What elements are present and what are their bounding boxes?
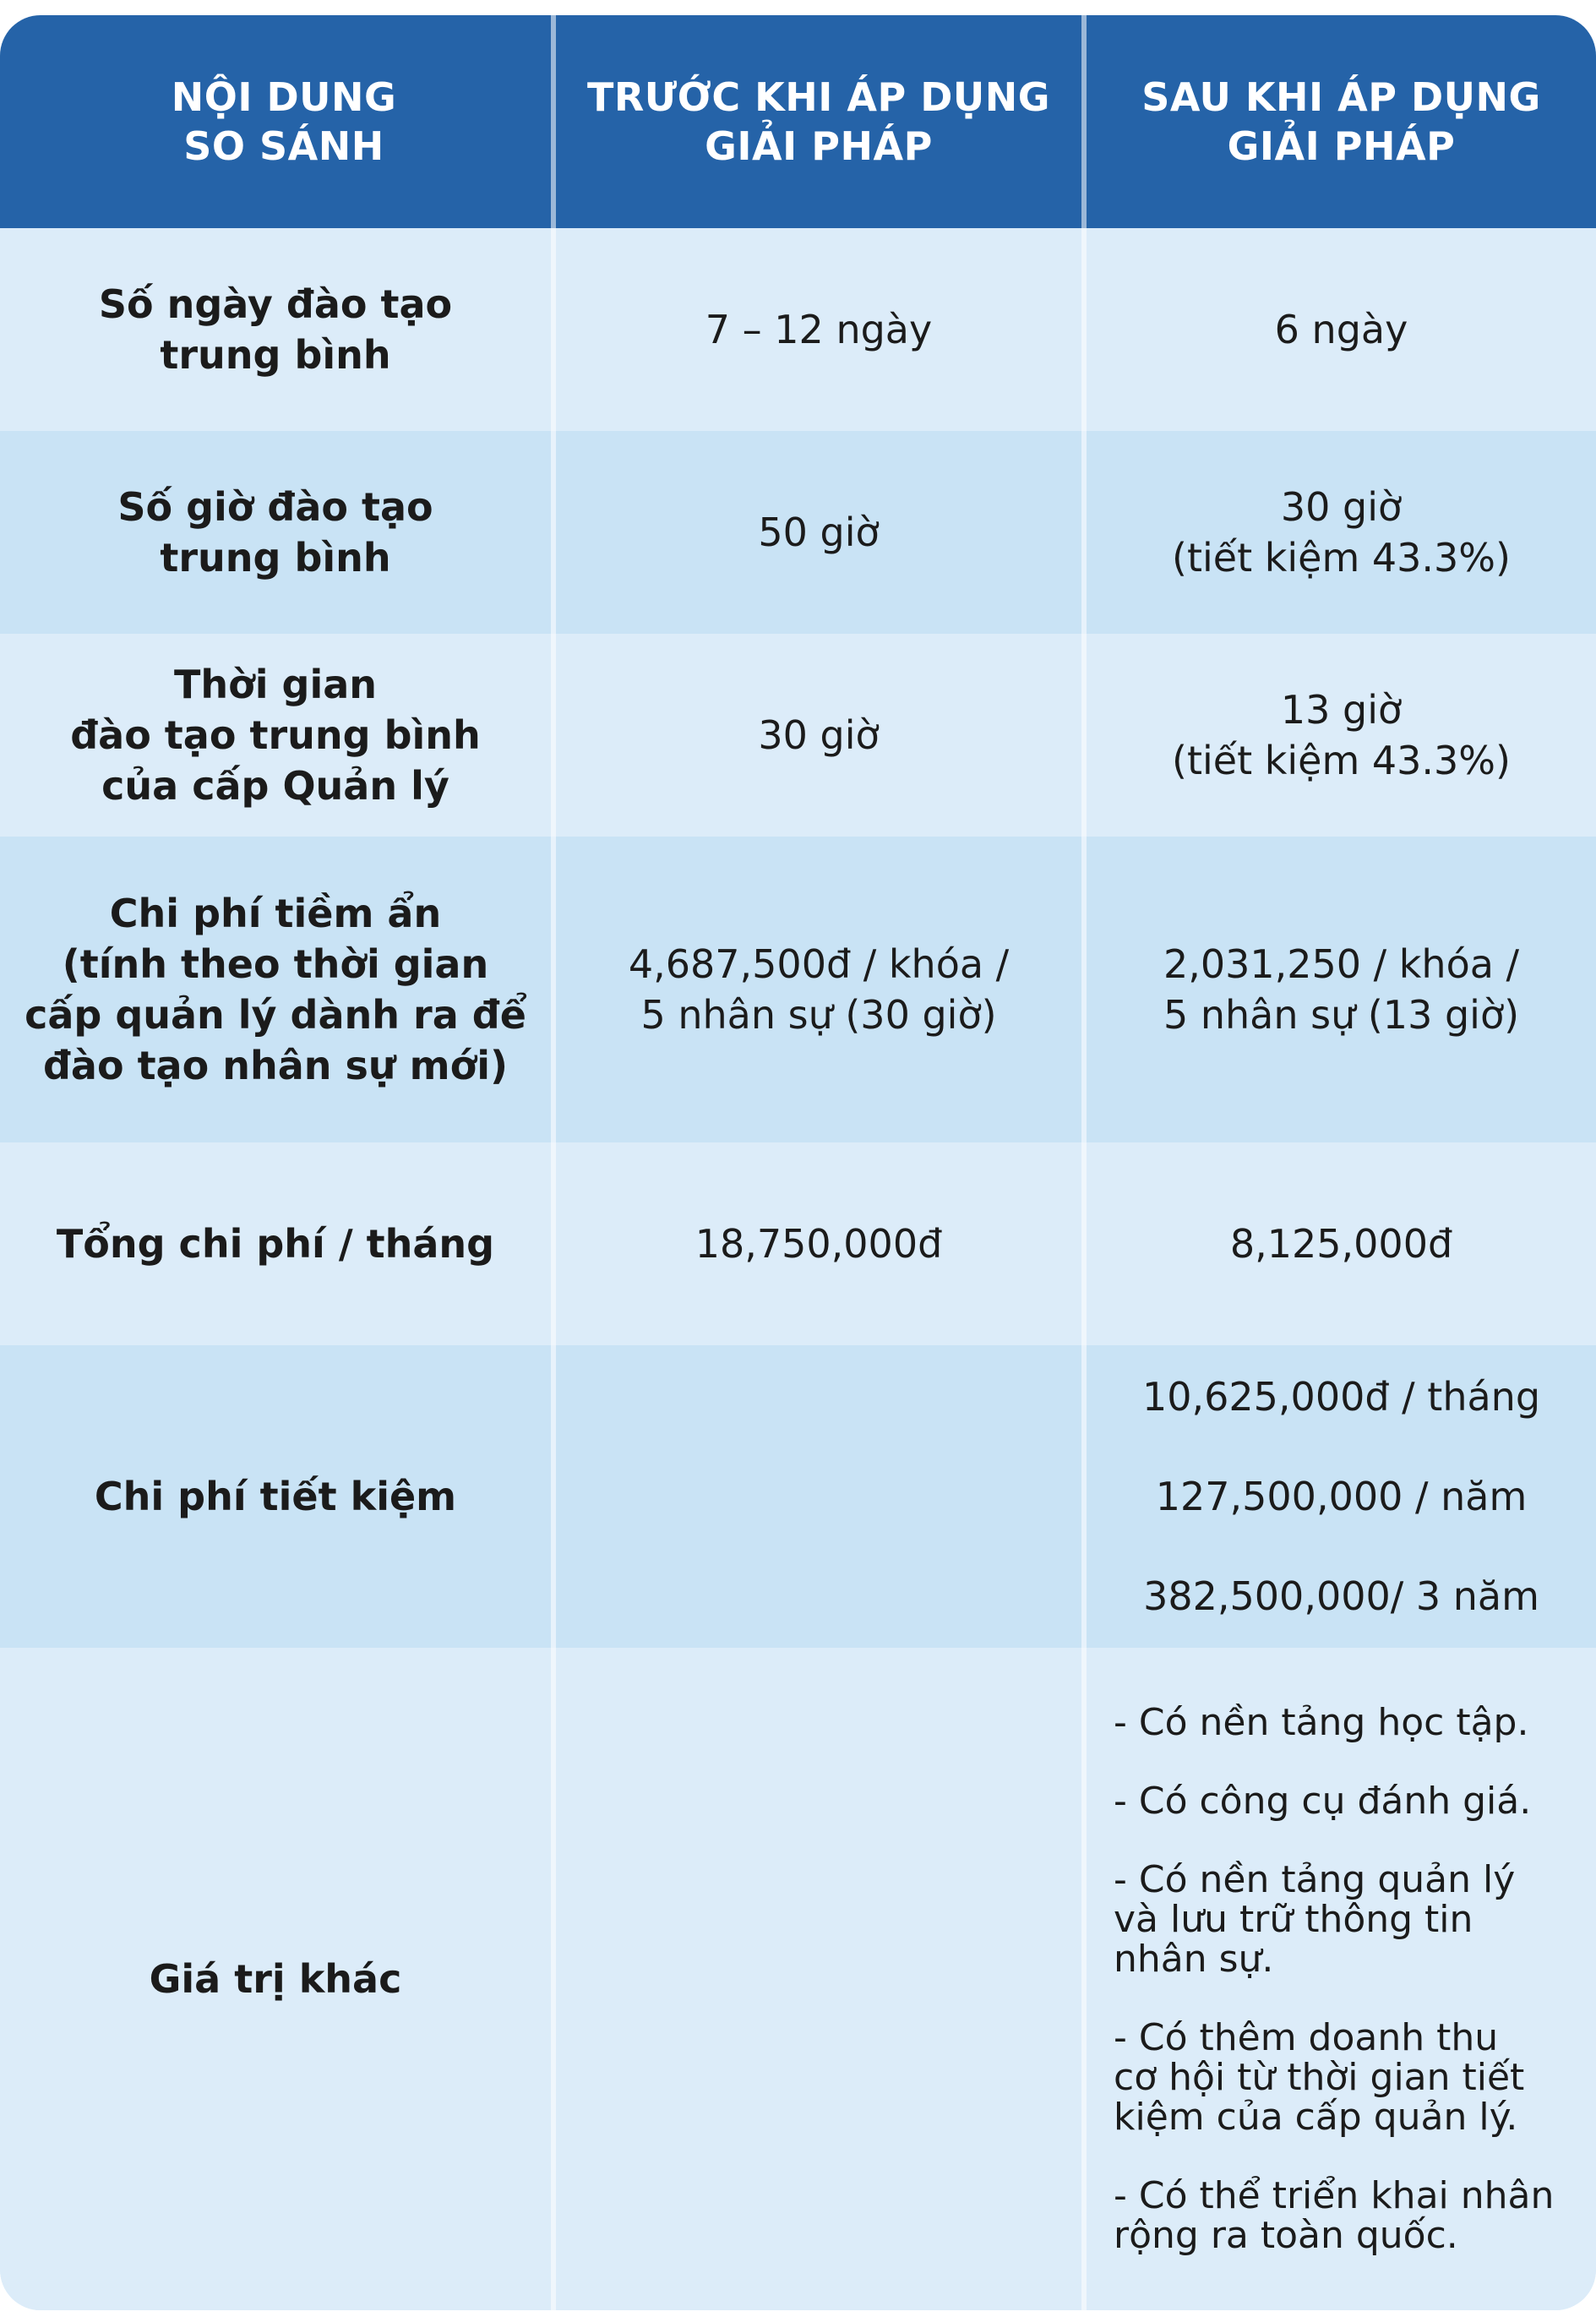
row-label-line: trung bình bbox=[160, 332, 391, 378]
row-label bbox=[0, 837, 551, 1142]
header-col-content bbox=[0, 15, 568, 228]
row-label-line: của cấp Quản lý bbox=[101, 763, 449, 809]
before-value bbox=[556, 634, 1081, 837]
list-item-line: - Có thêm doanh thu bbox=[1114, 2016, 1499, 2059]
header-col-after-line: GIẢI PHÁP bbox=[1227, 123, 1456, 169]
after-value-line: 30 giờ bbox=[1280, 484, 1403, 530]
row-label-line: trung bình bbox=[160, 535, 391, 581]
header-col-before-line: TRƯỚC KHI ÁP DỤNG bbox=[586, 74, 1051, 120]
header-col-content-line: SO SÁNH bbox=[183, 123, 384, 169]
table-row bbox=[0, 1345, 1596, 1648]
row-label bbox=[0, 634, 551, 837]
row-label-line: Tổng chi phí / tháng bbox=[56, 1221, 495, 1267]
before-value bbox=[556, 837, 1081, 1142]
before-value bbox=[556, 1142, 1081, 1345]
row-label bbox=[0, 1648, 551, 2310]
header-col-content-line: NỘI DUNG bbox=[171, 74, 397, 120]
row-label-line: đào tạo nhân sự mới) bbox=[42, 1043, 508, 1088]
table-row bbox=[0, 1648, 1596, 2310]
list-item bbox=[1114, 1781, 1531, 1821]
after-value-line: 13 giờ bbox=[1280, 687, 1403, 733]
row-label-line: Số ngày đào tạo bbox=[98, 281, 453, 327]
before-value bbox=[556, 1648, 1081, 2310]
list-item-line: và lưu trữ thông tin bbox=[1114, 1898, 1473, 1941]
after-value bbox=[1087, 1142, 1596, 1345]
after-value bbox=[1087, 634, 1596, 837]
after-value bbox=[1087, 1345, 1596, 1648]
row-label bbox=[0, 1345, 551, 1648]
before-value-line: 30 giờ bbox=[758, 712, 880, 758]
after-value-line: 5 nhân sự (13 giờ) bbox=[1163, 992, 1520, 1038]
before-value bbox=[556, 1345, 1081, 1648]
header-col-before bbox=[556, 15, 1081, 228]
before-value bbox=[556, 228, 1081, 431]
table-row bbox=[0, 634, 1596, 837]
row-label bbox=[0, 1142, 551, 1345]
row-label-line: cấp quản lý dành ra để bbox=[25, 992, 526, 1038]
after-value-line: (tiết kiệm 43.3%) bbox=[1172, 738, 1511, 783]
list-item-line: kiệm của cấp quản lý. bbox=[1114, 2096, 1518, 2139]
list-item bbox=[1114, 2176, 1554, 2255]
list-item-line: - Có thể triển khai nhân bbox=[1114, 2174, 1555, 2217]
row-label bbox=[0, 228, 551, 431]
table-row bbox=[0, 1142, 1596, 1345]
after-value-line: 6 ngày bbox=[1274, 307, 1408, 352]
after-value-line: 382,500,000/ 3 năm bbox=[1143, 1573, 1539, 1619]
row-label-line: Số giờ đào tạo bbox=[117, 484, 433, 530]
row-label-line: đào tạo trung bình bbox=[70, 712, 481, 758]
after-value bbox=[1087, 837, 1596, 1142]
row-label-line: (tính theo thời gian bbox=[62, 941, 489, 987]
table-row bbox=[0, 228, 1596, 431]
after-value bbox=[1087, 228, 1596, 431]
list-item-line: nhân sự. bbox=[1114, 1938, 1274, 1981]
table-header bbox=[0, 15, 1596, 228]
after-value-line: 10,625,000đ / tháng bbox=[1141, 1374, 1541, 1420]
list-item-line: cơ hội từ thời gian tiết bbox=[1114, 2056, 1525, 2099]
list-item-line: - Có nền tảng quản lý bbox=[1114, 1858, 1516, 1901]
before-value-line: 4,687,500đ / khóa / bbox=[628, 941, 1010, 987]
column-divider bbox=[1081, 15, 1087, 2310]
after-value bbox=[1087, 431, 1596, 634]
after-value-list bbox=[1087, 1648, 1596, 2310]
after-value-line: 127,500,000 / năm bbox=[1155, 1474, 1528, 1519]
before-value-line: 18,750,000đ bbox=[695, 1221, 943, 1267]
list-item-line: rộng ra toàn quốc. bbox=[1114, 2214, 1458, 2257]
row-label-line: Giá trị khác bbox=[149, 1956, 402, 2002]
table-row bbox=[0, 837, 1596, 1142]
header-col-after bbox=[1087, 15, 1596, 228]
row-label-line: Thời gian bbox=[174, 662, 377, 707]
after-value-line: 8,125,000đ bbox=[1229, 1221, 1453, 1267]
before-value-line: 7 – 12 ngày bbox=[705, 307, 933, 352]
row-label-line: Chi phí tiết kiệm bbox=[94, 1474, 457, 1519]
list-item bbox=[1114, 1860, 1515, 1979]
before-value-line: 5 nhân sự (30 giờ) bbox=[640, 992, 997, 1038]
list-item-line: - Có nền tảng học tập. bbox=[1114, 1701, 1529, 1744]
header-col-after-line: SAU KHI ÁP DỤNG bbox=[1141, 74, 1541, 120]
row-label bbox=[0, 431, 551, 634]
list-item bbox=[1114, 2018, 1524, 2137]
row-label-line: Chi phí tiềm ẩn bbox=[109, 891, 442, 936]
header-col-before-line: GIẢI PHÁP bbox=[705, 123, 933, 169]
comparison-table bbox=[0, 15, 1596, 2310]
after-value-line: (tiết kiệm 43.3%) bbox=[1172, 535, 1511, 581]
after-value-line: 2,031,250 / khóa / bbox=[1163, 941, 1520, 987]
before-value-line: 50 giờ bbox=[758, 510, 880, 555]
before-value bbox=[556, 431, 1081, 634]
list-item-line: - Có công cụ đánh giá. bbox=[1114, 1780, 1532, 1823]
table-row bbox=[0, 431, 1596, 634]
list-item bbox=[1114, 1703, 1528, 1742]
column-divider bbox=[551, 15, 556, 2310]
